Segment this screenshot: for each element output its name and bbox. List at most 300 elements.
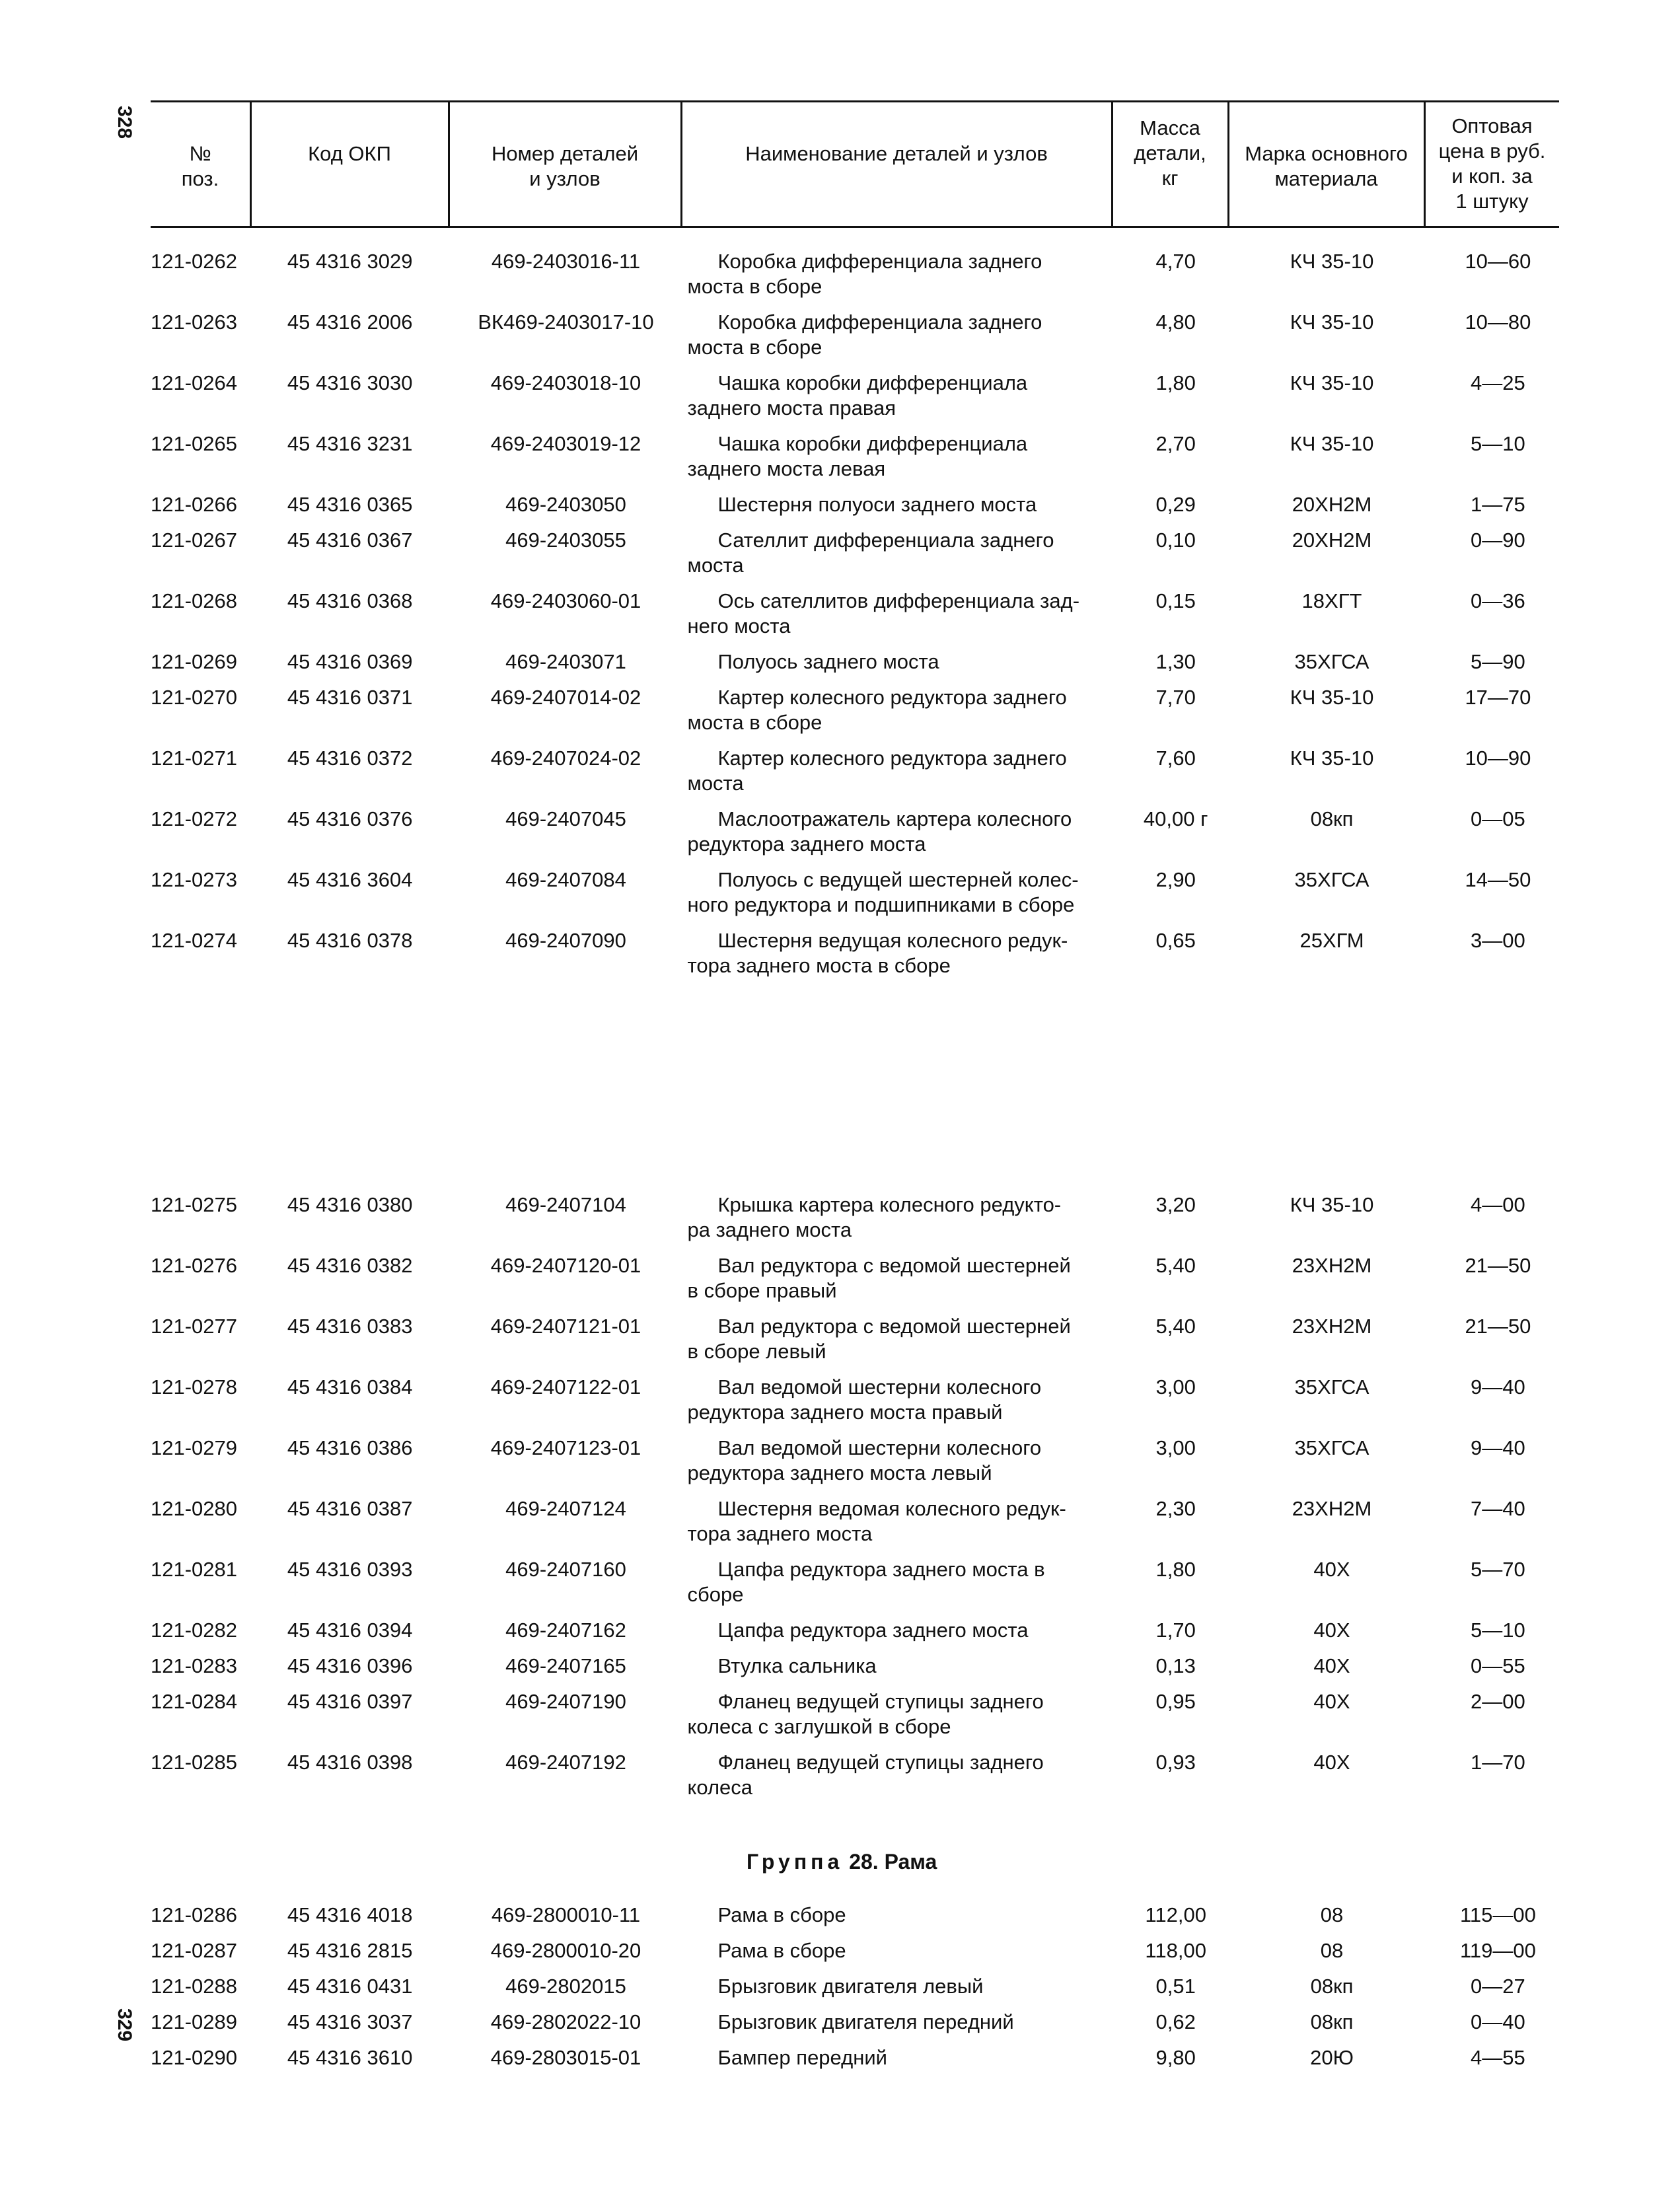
- row-position: 121-0278: [151, 1375, 238, 1399]
- row-name-line: [688, 2010, 1120, 2035]
- row-price: 0—55: [1471, 1654, 1525, 1677]
- header-pos-line: поз.: [181, 167, 219, 190]
- table-row: [151, 1938, 1564, 1974]
- row-part-number: 469-2407014-02: [490, 686, 641, 709]
- table-row: [151, 1903, 1564, 1938]
- row-material: 23ХН2М: [1292, 1315, 1372, 1338]
- row-material: 40Х: [1313, 1558, 1350, 1581]
- row-position: 121-0289: [151, 2010, 238, 2033]
- row-part-number: 469-2800010-20: [490, 1939, 641, 1962]
- row-material: 40Х: [1313, 1690, 1350, 1713]
- header-pos: [151, 141, 250, 192]
- row-material: КЧ 35-10: [1290, 310, 1374, 334]
- row-okp-code: 45 4316 0372: [287, 747, 413, 770]
- row-name-text: Цапфа редуктора заднего моста: [717, 1619, 1029, 1642]
- row-position: 121-0285: [151, 1751, 238, 1774]
- row-part-number: 469-2802015: [505, 1975, 626, 1998]
- row-name-line: [688, 310, 1120, 335]
- row-name: [682, 492, 1120, 528]
- row-name-text: Шестерня ведущая колесного редук-: [717, 929, 1068, 952]
- row-part-number: 469-2403071: [505, 650, 626, 673]
- row-position: 121-0263: [151, 310, 238, 334]
- row-okp-code: 45 4316 0369: [287, 650, 413, 673]
- row-name-line: [688, 685, 1120, 710]
- row-name-line: моста в сборе: [687, 336, 822, 359]
- row-material: 20ХН2М: [1292, 493, 1372, 516]
- row-name-text: Цапфа редуктора заднего моста в: [717, 1558, 1045, 1581]
- row-name: [682, 431, 1120, 492]
- header-price-line: цена в руб.: [1438, 139, 1546, 163]
- header-part-line: и узлов: [529, 167, 601, 190]
- row-name-line: редуктора заднего моста правый: [687, 1401, 1003, 1424]
- row-price: 1—75: [1471, 493, 1525, 516]
- row-name-line: [688, 1557, 1120, 1582]
- header-price: [1425, 114, 1559, 214]
- row-mass: 2,70: [1155, 432, 1196, 455]
- table-row: [151, 1436, 1564, 1496]
- page-number-top: 328: [114, 106, 135, 139]
- header-price-line: Оптовая: [1451, 114, 1533, 137]
- row-name: [682, 807, 1120, 867]
- row-name-line: [688, 1496, 1120, 1521]
- row-part-number: 469-2407162: [505, 1619, 626, 1642]
- row-price: 4—00: [1471, 1193, 1525, 1216]
- row-mass: 3,00: [1155, 1375, 1196, 1399]
- table-row: [151, 589, 1564, 649]
- row-okp-code: 45 4316 0398: [287, 1751, 413, 1774]
- row-name-text: Чашка коробки дифференциала: [717, 432, 1028, 455]
- row-material: КЧ 35-10: [1290, 250, 1374, 273]
- row-name-line: [688, 649, 1120, 675]
- row-name: [682, 928, 1120, 989]
- row-price: 0—27: [1471, 1975, 1525, 1998]
- row-name-line: [688, 928, 1120, 953]
- row-name: [682, 528, 1120, 589]
- row-name-text: Фланец ведущей ступицы заднего: [717, 1751, 1044, 1774]
- row-name-line: тора заднего моста: [687, 1522, 873, 1545]
- table-row: [151, 1750, 1564, 1811]
- row-mass: 0,62: [1155, 2010, 1196, 2033]
- row-name-line: [688, 746, 1120, 771]
- row-name-text: Картер колесного редуктора заднего: [717, 686, 1067, 709]
- row-name-line: [688, 1375, 1120, 1400]
- row-okp-code: 45 4316 0386: [287, 1436, 413, 1459]
- table-row: [151, 492, 1564, 528]
- row-name-line: [688, 867, 1120, 893]
- row-name-line: ного редуктора и подшипниками в сборе: [687, 893, 1075, 916]
- row-position: 121-0267: [151, 529, 238, 552]
- table-row: [151, 1689, 1564, 1750]
- row-name-text: Чашка коробки дифференциала: [717, 371, 1028, 394]
- row-name: [682, 1654, 1120, 1689]
- row-name-line: [688, 371, 1120, 396]
- row-name: [682, 746, 1120, 807]
- table-row: [151, 1974, 1564, 2010]
- row-material: 20Ю: [1310, 2046, 1354, 2069]
- row-position: 121-0288: [151, 1975, 238, 1998]
- row-name-text: Коробка дифференциала заднего: [717, 310, 1042, 334]
- row-name: [682, 867, 1120, 928]
- row-position: 121-0262: [151, 250, 238, 273]
- row-price: 3—00: [1471, 929, 1525, 952]
- row-okp-code: 45 4316 0368: [287, 589, 413, 612]
- table-row: [151, 685, 1564, 746]
- table-row: [151, 1618, 1564, 1654]
- row-name: [682, 1750, 1120, 1811]
- row-position: 121-0273: [151, 868, 238, 891]
- row-material: 18ХГТ: [1301, 589, 1362, 612]
- header-material-line: материала: [1274, 167, 1378, 190]
- row-position: 121-0290: [151, 2046, 238, 2069]
- row-name: [682, 1974, 1120, 2010]
- row-name-line: редуктора заднего моста: [687, 832, 926, 856]
- row-okp-code: 45 4316 3231: [287, 432, 413, 455]
- row-mass: 1,70: [1155, 1619, 1196, 1642]
- row-position: 121-0282: [151, 1619, 238, 1642]
- header-bottom-rule: [151, 226, 1559, 228]
- row-name-text: Фланец ведущей ступицы заднего: [717, 1690, 1044, 1713]
- row-okp-code: 45 4316 0397: [287, 1690, 413, 1713]
- table-row: [151, 2010, 1564, 2045]
- row-name-line: [688, 249, 1120, 274]
- row-price: 21—50: [1465, 1254, 1531, 1277]
- row-name-line: моста: [687, 554, 744, 577]
- row-name: [682, 1436, 1120, 1496]
- row-part-number: ВК469-2403017-10: [478, 310, 654, 334]
- row-name-line: заднего моста правая: [687, 396, 896, 419]
- row-price: 10—90: [1465, 747, 1531, 770]
- row-position: 121-0271: [151, 747, 238, 770]
- row-price: 115—00: [1459, 1903, 1536, 1926]
- row-price: 17—70: [1465, 686, 1531, 709]
- row-material: КЧ 35-10: [1290, 686, 1374, 709]
- row-name-text: Сателлит дифференциала заднего: [717, 529, 1054, 552]
- row-okp-code: 45 4316 3029: [287, 250, 413, 273]
- row-name-line: него моста: [687, 614, 791, 638]
- row-mass: 40,00 г: [1143, 807, 1208, 830]
- row-price: 1—70: [1471, 1751, 1525, 1774]
- row-part-number: 469-2407165: [505, 1654, 626, 1677]
- header-material-line: Марка основного: [1245, 142, 1408, 165]
- row-name-line: [688, 1436, 1120, 1461]
- row-position: 121-0277: [151, 1315, 238, 1338]
- row-name-line: [688, 1750, 1120, 1775]
- row-position: 121-0279: [151, 1436, 238, 1459]
- header-mass-line: Масса: [1140, 116, 1200, 139]
- table-row: [151, 1496, 1564, 1557]
- row-name: [682, 1253, 1120, 1314]
- row-material: КЧ 35-10: [1290, 371, 1374, 394]
- row-price: 2—00: [1471, 1690, 1525, 1713]
- row-material: КЧ 35-10: [1290, 1193, 1374, 1216]
- row-okp-code: 45 4316 0384: [287, 1375, 413, 1399]
- header-part-line: Номер деталей: [491, 142, 639, 165]
- row-name: [682, 1618, 1120, 1654]
- row-name-line: моста: [687, 772, 744, 795]
- row-mass: 1,80: [1155, 371, 1196, 394]
- row-name-text: Бампер передний: [717, 2046, 887, 2069]
- row-name: [682, 2010, 1120, 2045]
- row-mass: 0,65: [1155, 929, 1196, 952]
- row-name-text: Полуось с ведущей шестерней колес-: [717, 868, 1079, 891]
- row-mass: 0,13: [1155, 1654, 1196, 1677]
- header-mass-line: кг: [1161, 166, 1179, 190]
- row-material: 08кп: [1310, 1975, 1354, 1998]
- row-part-number: 469-2403060-01: [490, 589, 641, 612]
- row-part-number: 469-2407121-01: [490, 1315, 641, 1338]
- row-name: [682, 249, 1120, 310]
- table-row: [151, 528, 1564, 589]
- row-material: КЧ 35-10: [1290, 432, 1374, 455]
- row-name-text: Брызговик двигателя левый: [717, 1975, 984, 1998]
- header-mass: [1113, 116, 1227, 191]
- row-name-line: ра заднего моста: [687, 1218, 852, 1241]
- row-name-line: [688, 1192, 1120, 1218]
- table-row: [151, 928, 1564, 989]
- row-name-text: Маслоотражатель картера колесного: [717, 807, 1072, 830]
- row-position: 121-0266: [151, 493, 238, 516]
- row-position: 121-0283: [151, 1654, 238, 1677]
- row-position: 121-0276: [151, 1254, 238, 1277]
- row-material: 08: [1320, 1903, 1344, 1926]
- row-material: 35ХГСА: [1294, 650, 1370, 673]
- row-part-number: 469-2407160: [505, 1558, 626, 1581]
- row-name-text: Шестерня ведомая колесного редук-: [717, 1497, 1066, 1520]
- row-material: 40Х: [1313, 1619, 1350, 1642]
- row-position: 121-0274: [151, 929, 238, 952]
- row-name-line: [688, 2045, 1120, 2070]
- row-name-text: Коробка дифференциала заднего: [717, 250, 1042, 273]
- row-name: [682, 310, 1120, 371]
- row-name: [682, 1496, 1120, 1557]
- row-mass: 0,51: [1155, 1975, 1196, 1998]
- row-name-text: Рама в сборе: [717, 1903, 846, 1926]
- row-price: 7—40: [1471, 1497, 1525, 1520]
- row-okp-code: 45 4316 4018: [287, 1903, 413, 1926]
- row-material: 23ХН2М: [1292, 1497, 1372, 1520]
- row-material: 08: [1320, 1939, 1344, 1962]
- row-name: [682, 1903, 1120, 1938]
- row-okp-code: 45 4316 0382: [287, 1254, 413, 1277]
- row-okp-code: 45 4316 2006: [287, 310, 413, 334]
- row-name: [682, 1557, 1120, 1618]
- parts-table-upper: [151, 249, 1564, 989]
- table-row: [151, 649, 1564, 685]
- row-okp-code: 45 4316 0393: [287, 1558, 413, 1581]
- row-position: 121-0287: [151, 1939, 238, 1962]
- parts-table-middle: [151, 1192, 1564, 1811]
- header-pos-line: №: [189, 142, 211, 165]
- row-material: 35ХГСА: [1294, 868, 1370, 891]
- row-material: КЧ 35-10: [1290, 747, 1374, 770]
- row-okp-code: 45 4316 0387: [287, 1497, 413, 1520]
- row-name: [682, 2045, 1120, 2081]
- row-price: 14—50: [1465, 868, 1531, 891]
- row-name-line: [688, 1654, 1120, 1679]
- row-name: [682, 1938, 1120, 1974]
- row-name: [682, 589, 1120, 649]
- header-mass-line: детали,: [1134, 141, 1206, 164]
- table-row: [151, 1314, 1564, 1375]
- header-material: [1229, 141, 1424, 192]
- group-title: [747, 1850, 937, 1874]
- row-price: 9—40: [1471, 1436, 1525, 1459]
- parts-table-frame: [151, 1903, 1564, 2081]
- row-position: 121-0265: [151, 432, 238, 455]
- row-part-number: 469-2407090: [505, 929, 626, 952]
- row-position: 121-0272: [151, 807, 238, 830]
- row-price: 0—05: [1471, 807, 1525, 830]
- row-price: 5—10: [1471, 432, 1525, 455]
- row-position: 121-0275: [151, 1193, 238, 1216]
- row-name-text: Вал ведомой шестерни колесного: [717, 1375, 1042, 1399]
- row-price: 9—40: [1471, 1375, 1525, 1399]
- row-name-line: [688, 528, 1120, 553]
- table-row: [151, 1375, 1564, 1436]
- row-position: 121-0286: [151, 1903, 238, 1926]
- row-price: 5—70: [1471, 1558, 1525, 1581]
- row-position: 121-0264: [151, 371, 238, 394]
- row-okp-code: 45 4316 0371: [287, 686, 413, 709]
- row-mass: 4,70: [1155, 250, 1196, 273]
- row-price: 5—90: [1471, 650, 1525, 673]
- row-part-number: 469-2407192: [505, 1751, 626, 1774]
- row-part-number: 469-2407024-02: [490, 747, 641, 770]
- row-mass: 1,80: [1155, 1558, 1196, 1581]
- row-mass: 1,30: [1155, 650, 1196, 673]
- row-mass: 7,60: [1155, 747, 1196, 770]
- table-row: [151, 746, 1564, 807]
- row-material: 40Х: [1313, 1654, 1350, 1677]
- row-okp-code: 45 4316 0396: [287, 1654, 413, 1677]
- row-position: 121-0284: [151, 1690, 238, 1713]
- row-name-line: [688, 1974, 1120, 1999]
- header-okp: Код ОКП: [308, 142, 391, 165]
- row-position: 121-0268: [151, 589, 238, 612]
- row-mass: 2,90: [1155, 868, 1196, 891]
- row-material: 08кп: [1310, 2010, 1354, 2033]
- row-price: 10—80: [1465, 310, 1531, 334]
- row-part-number: 469-2403050: [505, 493, 626, 516]
- row-part-number: 469-2407084: [505, 868, 626, 891]
- row-name: [682, 1689, 1120, 1750]
- row-mass: 0,95: [1155, 1690, 1196, 1713]
- row-name-text: Крышка картера колесного редукто-: [717, 1193, 1062, 1216]
- row-name-text: Вал редуктора с ведомой шестерней: [717, 1315, 1071, 1338]
- row-price: 119—00: [1459, 1939, 1536, 1962]
- row-part-number: 469-2407124: [505, 1497, 626, 1520]
- row-name-line: заднего моста левая: [687, 457, 886, 480]
- row-okp-code: 45 4316 3030: [287, 371, 413, 394]
- row-name-text: Шестерня полуоси заднего моста: [717, 493, 1037, 516]
- row-name-line: [688, 1689, 1120, 1714]
- row-price: 4—25: [1471, 371, 1525, 394]
- row-part-number: 469-2403055: [505, 529, 626, 552]
- row-price: 21—50: [1465, 1315, 1531, 1338]
- row-okp-code: 45 4316 0378: [287, 929, 413, 952]
- header-price-line: и коп. за: [1451, 164, 1533, 188]
- row-okp-code: 45 4316 0376: [287, 807, 413, 830]
- row-name-text: Полуось заднего моста: [717, 650, 939, 673]
- row-mass: 118,00: [1145, 1939, 1206, 1962]
- table-row: [151, 807, 1564, 867]
- row-part-number: 469-2407045: [505, 807, 626, 830]
- row-name-line: [688, 492, 1120, 517]
- row-material: 35ХГСА: [1294, 1375, 1370, 1399]
- row-mass: 5,40: [1155, 1315, 1196, 1338]
- row-okp-code: 45 4316 3037: [287, 2010, 413, 2033]
- row-name-text: Картер колесного редуктора заднего: [717, 747, 1067, 770]
- row-name-line: [688, 1903, 1120, 1928]
- row-part-number: 469-2802022-10: [490, 2010, 641, 2033]
- row-part-number: 469-2403016-11: [491, 250, 641, 273]
- table-row: [151, 867, 1564, 928]
- row-price: 10—60: [1465, 250, 1531, 273]
- row-name-line: моста в сборе: [687, 275, 822, 298]
- row-material: 20ХН2М: [1292, 529, 1372, 552]
- row-name-line: колеса с заглушкой в сборе: [687, 1715, 951, 1738]
- row-part-number: 469-2403018-10: [490, 371, 641, 394]
- row-price: 0—40: [1471, 2010, 1525, 2033]
- row-mass: 112,00: [1145, 1903, 1206, 1926]
- row-name: [682, 1375, 1120, 1436]
- row-name-text: Ось сателлитов дифференциала зад-: [717, 589, 1080, 612]
- row-name: [682, 685, 1120, 746]
- row-position: 121-0281: [151, 1558, 238, 1581]
- table-row: [151, 1654, 1564, 1689]
- row-material: 40Х: [1313, 1751, 1350, 1774]
- row-name-line: [688, 1253, 1120, 1278]
- row-name-text: Втулка сальника: [717, 1654, 877, 1677]
- row-name-line: [688, 1618, 1120, 1643]
- row-position: 121-0269: [151, 650, 238, 673]
- row-part-number: 469-2407190: [505, 1690, 626, 1713]
- table-row: [151, 310, 1564, 371]
- row-price: 4—55: [1471, 2046, 1525, 2069]
- row-name-line: [688, 431, 1120, 456]
- row-material: 23ХН2М: [1292, 1254, 1372, 1277]
- row-mass: 3,00: [1155, 1436, 1196, 1459]
- row-okp-code: 45 4316 3610: [287, 2046, 413, 2069]
- row-okp-code: 45 4316 0365: [287, 493, 413, 516]
- row-name-line: колеса: [687, 1776, 753, 1799]
- row-price: 5—10: [1471, 1619, 1525, 1642]
- row-part-number: 469-2407123-01: [490, 1436, 641, 1459]
- row-material: 25ХГМ: [1299, 929, 1364, 952]
- row-name-line: в сборе левый: [687, 1340, 826, 1363]
- row-mass: 0,29: [1155, 493, 1196, 516]
- row-name: [682, 1192, 1120, 1253]
- row-name-text: Вал редуктора с ведомой шестерней: [717, 1254, 1071, 1277]
- row-mass: 9,80: [1155, 2046, 1196, 2069]
- row-name-line: в сборе правый: [687, 1279, 837, 1302]
- row-name: [682, 1314, 1120, 1375]
- table-row: [151, 1192, 1564, 1253]
- row-part-number: 469-2803015-01: [490, 2046, 641, 2069]
- group-title-word: Группа: [747, 1850, 844, 1874]
- row-mass: 2,30: [1155, 1497, 1196, 1520]
- row-okp-code: 45 4316 0380: [287, 1193, 413, 1216]
- row-name: [682, 371, 1120, 431]
- header-price-line: 1 штуку: [1455, 190, 1529, 213]
- row-okp-code: 45 4316 3604: [287, 868, 413, 891]
- table-row: [151, 1253, 1564, 1314]
- row-price: 0—90: [1471, 529, 1525, 552]
- header-name: Наименование деталей и узлов: [745, 142, 1048, 165]
- row-name-line: [688, 1314, 1120, 1339]
- row-price: 0—36: [1471, 589, 1525, 612]
- page-number-bottom: 329: [114, 2008, 135, 2042]
